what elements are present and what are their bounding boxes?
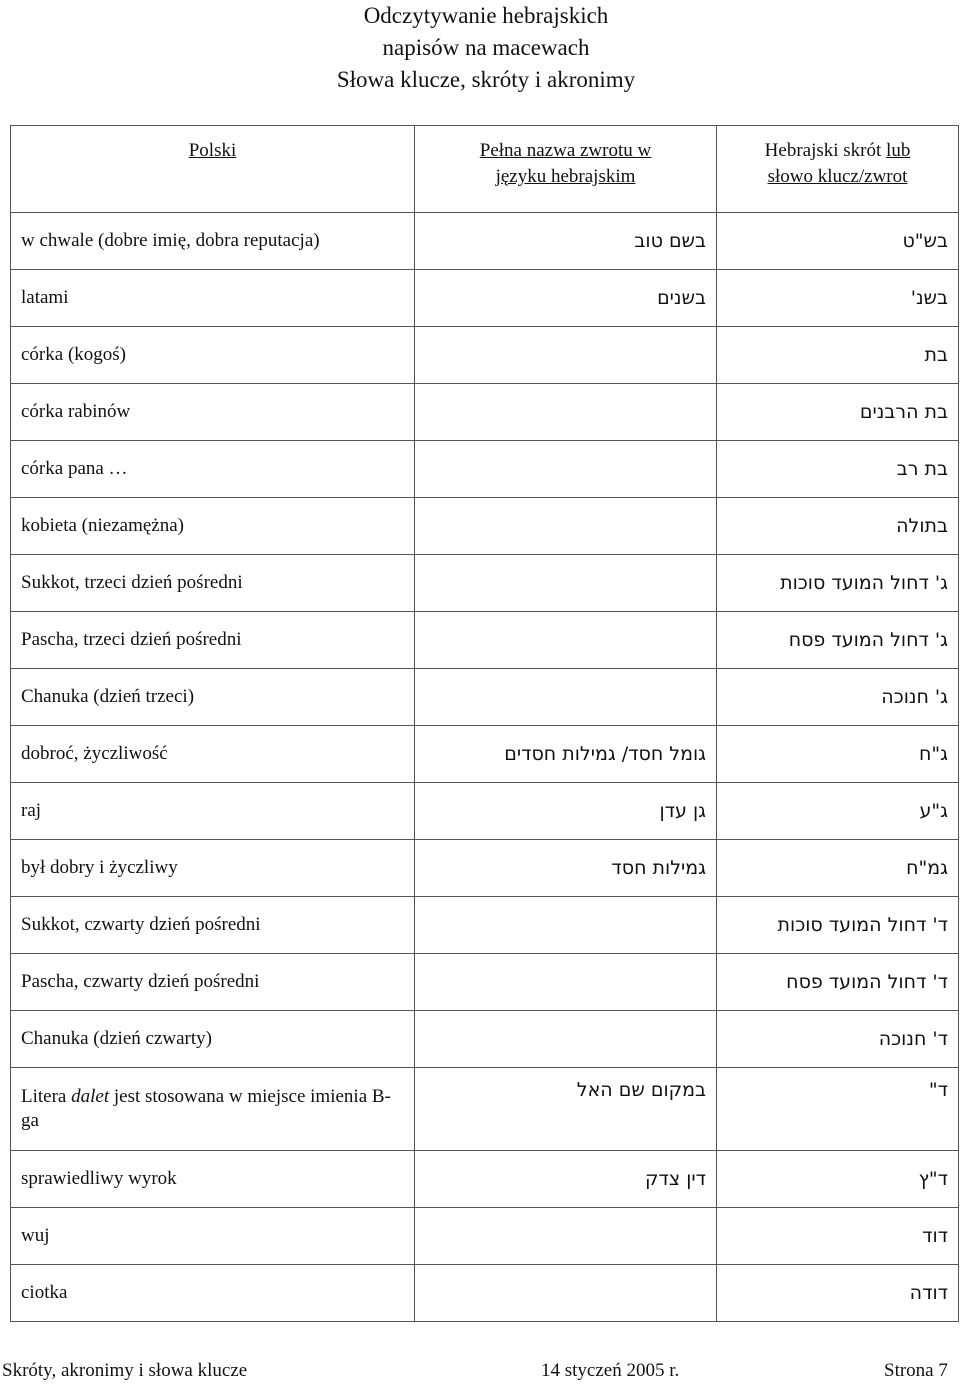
polish-cell: Chanuka (dzień trzeci) (11, 669, 415, 726)
polish-cell: sprawiedliwy wyrok (11, 1151, 415, 1208)
hebrew-abbreviation-cell: בתולה (717, 498, 959, 555)
header-polish: Polski (11, 126, 415, 213)
table-row (11, 441, 959, 498)
polish-cell: raj (11, 783, 415, 840)
table-row (11, 726, 959, 783)
hebrew-full-cell: גן עדן (415, 783, 717, 840)
hebrew-full-cell (415, 327, 717, 384)
hebrew-abbreviation-cell: ג' דחול המועד סוכות (717, 555, 959, 612)
hebrew-full-cell: במקום שם האל (415, 1068, 717, 1151)
hebrew-abbreviation-cell: ד' דחול המועד סוכות (717, 897, 959, 954)
hebrew-abbreviation-cell: ג' חנוכה (717, 669, 959, 726)
hebrew-abbreviation-cell: בשנ' (717, 270, 959, 327)
glossary-table (10, 125, 959, 1322)
table-row (11, 1068, 959, 1151)
polish-cell: ciotka (11, 1265, 415, 1322)
table-row (11, 555, 959, 612)
hebrew-full-cell (415, 1011, 717, 1068)
polish-cell: Pascha, trzeci dzień pośredni (11, 612, 415, 669)
hebrew-abbreviation-cell: ד"ץ (717, 1151, 959, 1208)
polish-cell: latami (11, 270, 415, 327)
hebrew-abbreviation-cell: בת רב (717, 441, 959, 498)
polish-cell: Litera dalet jest stosowana w miejsce imienia B-ga (11, 1068, 415, 1151)
polish-cell: dobroć, życzliwość (11, 726, 415, 783)
polish-cell: Sukkot, trzeci dzień pośredni (11, 555, 415, 612)
table-row (11, 270, 959, 327)
table-row (11, 612, 959, 669)
hebrew-abbreviation-cell: ד' דחול המועד פסח (717, 954, 959, 1011)
document-title (0, 0, 960, 96)
table-row (11, 213, 959, 270)
hebrew-abbreviation-cell: גמ"ח (717, 840, 959, 897)
hebrew-full-cell: גומל חסד/ גמילות חסדים (415, 726, 717, 783)
hebrew-full-cell (415, 669, 717, 726)
hebrew-full-cell (415, 954, 717, 1011)
table-header-row (11, 126, 959, 213)
polish-cell: córka pana … (11, 441, 415, 498)
polish-cell: Chanuka (dzień czwarty) (11, 1011, 415, 1068)
hebrew-full-cell (415, 555, 717, 612)
hebrew-abbreviation-cell: ד" (717, 1068, 959, 1151)
hebrew-abbreviation-cell: ג"ח (717, 726, 959, 783)
hebrew-full-cell: בשם טוב (415, 213, 717, 270)
hebrew-full-cell: דין צדק (415, 1151, 717, 1208)
table-row (11, 1265, 959, 1322)
polish-cell: w chwale (dobre imię, dobra reputacja) (11, 213, 415, 270)
polish-cell: Sukkot, czwarty dzień pośredni (11, 897, 415, 954)
hebrew-abbreviation-cell: בת הרבנים (717, 384, 959, 441)
table-row (11, 327, 959, 384)
polish-cell: Pascha, czwarty dzień pośredni (11, 954, 415, 1011)
table-row (11, 840, 959, 897)
hebrew-abbreviation-cell: דוד (717, 1208, 959, 1265)
hebrew-full-cell (415, 897, 717, 954)
table-row (11, 954, 959, 1011)
hebrew-full-cell (415, 1208, 717, 1265)
table-row (11, 498, 959, 555)
hebrew-full-cell (415, 384, 717, 441)
hebrew-abbreviation-cell: בש"ט (717, 213, 959, 270)
table-row (11, 1011, 959, 1068)
table-row (11, 783, 959, 840)
hebrew-full-cell (415, 498, 717, 555)
hebrew-abbreviation-cell: ג' דחול המועד פסח (717, 612, 959, 669)
polish-cell: córka (kogoś) (11, 327, 415, 384)
header-full-phrase: Pełna nazwa zwrotu w języku hebrajskim (415, 126, 717, 213)
title-line-2: napisów na macewach (382, 35, 590, 60)
hebrew-full-cell (415, 1265, 717, 1322)
title-line-1: Odczytywanie hebrajskich (363, 3, 609, 28)
hebrew-abbreviation-cell: בת (717, 327, 959, 384)
polish-cell: kobieta (niezamężna) (11, 498, 415, 555)
hebrew-abbreviation-cell: ג"ע (717, 783, 959, 840)
table-row (11, 669, 959, 726)
polish-cell: wuj (11, 1208, 415, 1265)
polish-cell: córka rabinów (11, 384, 415, 441)
table-row (11, 1208, 959, 1265)
hebrew-abbreviation-cell: ד' חנוכה (717, 1011, 959, 1068)
hebrew-full-cell (415, 612, 717, 669)
footer-title: Skróty, akronimy i słowa klucze (2, 1360, 248, 1381)
hebrew-full-cell: בשנים (415, 270, 717, 327)
hebrew-full-cell (415, 441, 717, 498)
footer-date: 14 styczeń 2005 r. (541, 1360, 680, 1381)
table-row (11, 1151, 959, 1208)
hebrew-full-cell: גמילות חסד (415, 840, 717, 897)
table-row (11, 384, 959, 441)
footer-page-number: Strona 7 (884, 1360, 948, 1381)
title-line-3: Słowa klucze, skróty i akronimy (336, 67, 636, 92)
hebrew-abbreviation-cell: דודה (717, 1265, 959, 1322)
polish-cell: był dobry i życzliwy (11, 840, 415, 897)
page-footer (0, 1360, 960, 1382)
header-hebrew-abbreviation: Hebrajski skrót lub słowo klucz/zwrot (717, 126, 959, 213)
table-row (11, 897, 959, 954)
